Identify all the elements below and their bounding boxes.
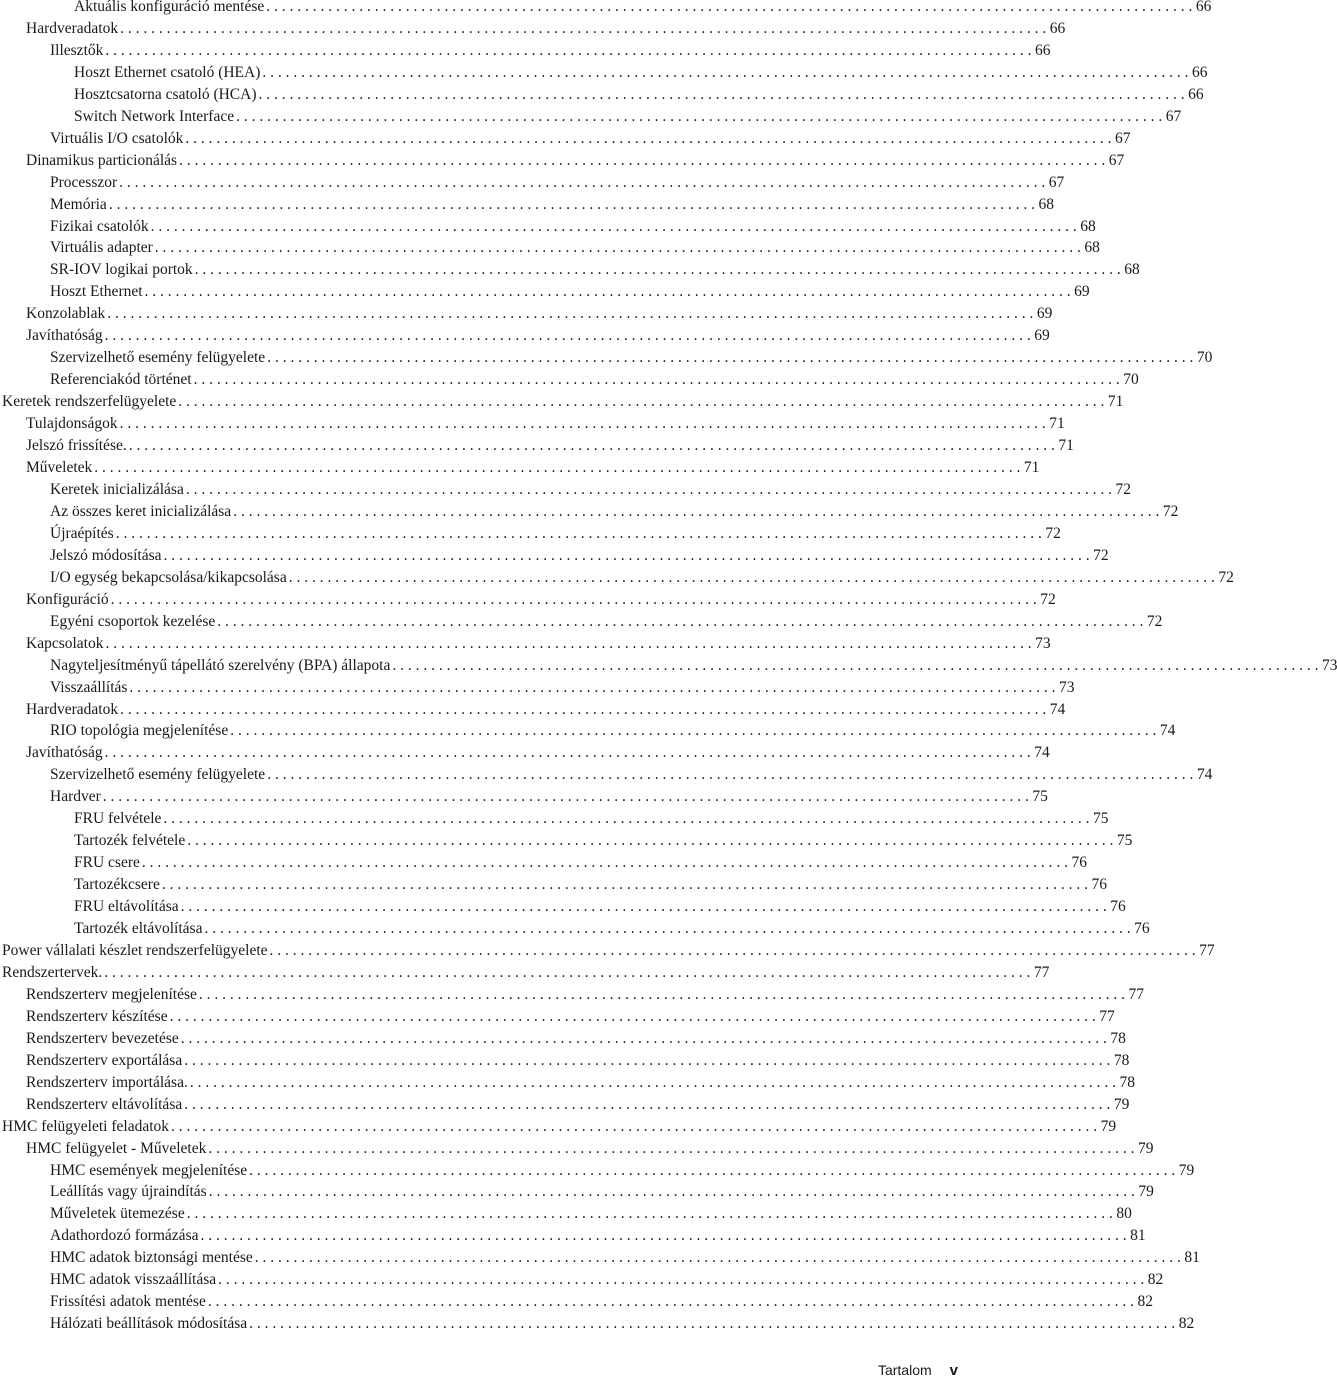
toc-entry-page-number: 73	[1321, 656, 1337, 674]
dot-leader: . . . . . . . . . . . . . . . . . . . . . . . . . . . . . . . . . . . . . . . . . . . . . . . . . . . . . . . . . . . . . . . . . . . . . . . . . . . . . . . . . . . . . . . . . . . . . . . . . . . . . . . . . . . . . . . . . . . . . . . .	[185, 480, 1112, 498]
dot-leader: . . . . . . . . . . . . . . . . . . . . . . . . . . . . . . . . . . . . . . . . . . . . . . . . . . . . . . . . . . . . . . . . . . . . . . . . . . . . . . . . . . . . . . . . . . . . . . . . . . . . . . . . . . . . . . . . . . . . . . . .	[161, 876, 1088, 894]
toc-entry-page-number: 68	[1038, 195, 1054, 213]
dot-leader: . . . . . . . . . . . . . . . . . . . . . . . . . . . . . . . . . . . . . . . . . . . . . . . . . . . . . . . . . . . . . . . . . . . . . . . . . . . . . . . . . . . . . . . . . . . . . . . . . . . . . . . . . . . . . . . . . . . . . . . .	[119, 415, 1046, 433]
toc-entry[interactable]	[0, 896, 1126, 918]
dot-leader: . . . . . . . . . . . . . . . . . . . . . . . . . . . . . . . . . . . . . . . . . . . . . . . . . . . . . . . . . . . . . . . . . . . . . . . . . . . . . . . . . . . . . . . . . . . . . . . . . . . . . . . . . . . . . . . . . . . . . . . .	[171, 1117, 1098, 1135]
dot-leader: . . . . . . . . . . . . . . . . . . . . . . . . . . . . . . . . . . . . . . . . . . . . . . . . . . . . . . . . . . . . . . . . . . . . . . . . . . . . . . . . . . . . . . . . . . . . . . . . . . . . . . . . . . . . . . . . . . . . . . . .	[269, 941, 1196, 959]
toc-entry-page-number: 79	[1178, 1161, 1195, 1179]
toc-entry[interactable]	[0, 1050, 1130, 1072]
toc-entry-title: Műveletek	[26, 459, 93, 477]
toc-entry-title: Javíthatóság	[26, 744, 103, 762]
dot-leader: . . . . . . . . . . . . . . . . . . . . . . . . . . . . . . . . . . . . . . . . . . . . . . . . . . . . . . . . . . . . . . . . . . . . . . . . . . . . . . . . . . . . . . . . . . . . . . . . . . . . . . . . . . . . . . . . . . . . . . . .	[180, 1029, 1107, 1047]
toc-entry-title: Jelszó módosítása	[50, 546, 162, 564]
toc-entry[interactable]	[0, 764, 1213, 786]
toc-entry-page-number: 69	[1034, 327, 1050, 345]
toc-entry[interactable]	[0, 567, 1234, 589]
toc-entry-title: HMC események megjelenítése	[50, 1161, 248, 1179]
toc-entry-title: RIO topológia megjelenítése	[50, 722, 229, 740]
dot-leader: . . . . . . . . . . . . . . . . . . . . . . . . . . . . . . . . . . . . . . . . . . . . . . . . . . . . . . . . . . . . . . . . . . . . . . . . . . . . . . . . . . . . . . . . . . . . . . . . . . . . . . . . . . . . . . . . . . . . . . . .	[104, 327, 1031, 345]
toc-entry-page-number: 68	[1124, 261, 1140, 279]
toc-entry-page-number: 82	[1178, 1315, 1195, 1333]
dot-leader: . . . . . . . . . . . . . . . . . . . . . . . . . . . . . . . . . . . . . . . . . . . . . . . . . . . . . . . . . . . . . . . . . . . . . . . . . . . . . . . . . . . . . . . . . . . . . . . . . . . . . . . . . . . . . . . . . . . . . . . .	[179, 151, 1106, 169]
toc-entry-page-number: 66	[1049, 19, 1066, 37]
toc-entry-title: Keretek inicializálása	[50, 480, 184, 498]
dot-leader: . . . . . . . . . . . . . . . . . . . . . . . . . . . . . . . . . . . . . . . . . . . . . . . . . . . . . . . . . . . . . . . . . . . . . . . . . . . . . . . . . . . . . . . . . . . . . . . . . . . . . . . . . . . . . . . . . . . . . . . .	[120, 700, 1047, 718]
toc-entry-page-number: 67	[1108, 151, 1125, 169]
toc-entry-title: Hardveradatok	[26, 700, 119, 718]
toc-entry[interactable]	[0, 830, 1133, 852]
dot-leader: . . . . . . . . . . . . . . . . . . . . . . . . . . . . . . . . . . . . . . . . . . . . . . . . . . . . . . . . . . . . . . . . . . . . . . . . . . . . . . . . . . . . . . . . . . . . . . . . . . . . . . . . . . . . . . . . . . . . . . . .	[198, 985, 1125, 1003]
toc-entry-page-number: 75	[1116, 832, 1133, 850]
dot-leader: . . . . . . . . . . . . . . . . . . . . . . . . . . . . . . . . . . . . . . . . . . . . . . . . . . . . . . . . . . . . . . . . . . . . . . . . . . . . . . . . . . . . . . . . . . . . . . . . . . . . . . . . . . . . . . . . . . . . . . . .	[163, 810, 1090, 828]
toc-entry-page-number: 67	[1048, 173, 1065, 191]
toc-entry-page-number: 78	[1119, 1073, 1135, 1091]
toc-entry-page-number: 79	[1113, 1095, 1130, 1113]
toc-entry-page-number: 77	[1128, 985, 1144, 1003]
dot-leader: . . . . . . . . . . . . . . . . . . . . . . . . . . . . . . . . . . . . . . . . . . . . . . . . . . . . . . . . . . . . . . . . . . . . . . . . . . . . . . . . . . . . . . . . . . . . . . . . . . . . . . . . . . . . . . . . . . . . . . . .	[267, 349, 1194, 367]
toc-entry[interactable]	[0, 786, 1048, 808]
toc-entry[interactable]	[0, 523, 1061, 545]
dot-leader: . . . . . . . . . . . . . . . . . . . . . . . . . . . . . . . . . . . . . . . . . . . . . . . . . . . . . . . . . . . . . . . . . . . . . . . . . . . . . . . . . . . . . . . . . . . . . . . . . . . . . . . . . . . . . . . . . . . . . . . .	[94, 459, 1021, 477]
dot-leader: . . . . . . . . . . . . . . . . . . . . . . . . . . . . . . . . . . . . . . . . . . . . . . . . . . . . . . . . . . . . . . . . . . . . . . . . . . . . . . . . . . . . . . . . . . . . . . . . . . . . . . . . . . . . . . . . . . . . . . . .	[104, 963, 1031, 981]
toc-entry-page-number: 66	[1195, 0, 1212, 15]
toc-entry-title: Adathordozó formázása	[50, 1227, 199, 1245]
dot-leader: . . . . . . . . . . . . . . . . . . . . . . . . . . . . . . . . . . . . . . . . . . . . . . . . . . . . . . . . . . . . . . . . . . . . . . . . . . . . . . . . . . . . . . . . . . . . . . . . . . . . . . . . . . . . . . . . . . . . . . . .	[119, 173, 1046, 191]
toc-entry-title: Memória	[50, 195, 107, 213]
toc-entry[interactable]	[0, 1225, 1146, 1247]
toc-entry[interactable]	[0, 501, 1179, 523]
toc-entry-page-number: 77	[1099, 1007, 1115, 1025]
toc-entry-title: Frissítési adatok mentése	[50, 1293, 206, 1311]
toc-entry-page-number: 73	[1035, 634, 1051, 652]
toc-entry-title: Tartozék eltávolítása	[74, 920, 203, 938]
dot-leader: . . . . . . . . . . . . . . . . . . . . . . . . . . . . . . . . . . . . . . . . . . . . . . . . . . . . . . . . . . . . . . . . . . . . . . . . . . . . . . . . . . . . . . . . . . . . . . . . . . . . . . . . . . . . . . . . . . . . . . . .	[154, 239, 1081, 257]
toc-entry[interactable]	[0, 40, 1051, 62]
toc-entry-page-number: 74	[1034, 744, 1050, 762]
toc-entry-title: Illesztők	[50, 41, 104, 59]
toc-entry-title: Műveletek ütemezése	[50, 1205, 185, 1223]
dot-leader: . . . . . . . . . . . . . . . . . . . . . . . . . . . . . . . . . . . . . . . . . . . . . . . . . . . . . . . . . . . . . . . . . . . . . . . . . . . . . . . . . . . . . . . . . . . . . . . . . . . . . . . . . . . . . . . . . . . . . . . .	[184, 1051, 1111, 1069]
toc-entry-title: Hardveradatok	[26, 19, 119, 37]
toc-entry-page-number: 72	[1093, 546, 1109, 564]
toc-entry[interactable]	[0, 413, 1065, 435]
footer-page-number: v	[949, 1362, 958, 1379]
toc-entry[interactable]	[0, 545, 1109, 567]
toc-entry-page-number: 79	[1137, 1139, 1154, 1157]
toc-entry[interactable]	[0, 611, 1163, 633]
toc-entry-title: Processzor	[50, 173, 118, 191]
toc-entry-title: Virtuális adapter	[50, 239, 153, 257]
toc-entry-page-number: 66	[1035, 41, 1051, 59]
toc-entry-title: Rendszertervek.	[2, 963, 103, 981]
toc-entry-page-number: 76	[1134, 920, 1150, 938]
dot-leader: . . . . . . . . . . . . . . . . . . . . . . . . . . . . . . . . . . . . . . . . . . . . . . . . . . . . . . . . . . . . . . . . . . . . . . . . . . . . . . . . . . . . . . . . . . . . . . . . . . . . . . . . . . . . . . . . . . . . . . . .	[163, 546, 1090, 564]
toc-entry-title: Rendszerterv exportálása	[26, 1051, 183, 1069]
toc-entry-title: Rendszerterv eltávolítása	[26, 1095, 183, 1113]
toc-entry-page-number: 69	[1036, 305, 1053, 323]
toc-entry-title: Szervizelhető esemény felügyelete	[50, 766, 266, 784]
toc-entry[interactable]	[0, 150, 1125, 172]
toc-entry-title: FRU felvétele	[74, 810, 162, 828]
toc-entry-page-number: 71	[1049, 415, 1065, 433]
toc-entry[interactable]	[0, 1094, 1130, 1116]
toc-entry-page-number: 78	[1110, 1029, 1126, 1047]
toc-entry[interactable]	[0, 1247, 1200, 1269]
toc-entry-page-number: 71	[1107, 393, 1124, 411]
dot-leader: . . . . . . . . . . . . . . . . . . . . . . . . . . . . . . . . . . . . . . . . . . . . . . . . . . . . . . . . . . . . . . . . . . . . . . . . . . . . . . . . . . . . . . . . . . . . . . . . . . . . . . . . . . . . . . . . . . . . . . . .	[262, 63, 1189, 81]
toc-entry-title: Újraépítés	[50, 524, 114, 542]
dot-leader: . . . . . . . . . . . . . . . . . . . . . . . . . . . . . . . . . . . . . . . . . . . . . . . . . . . . . . . . . . . . . . . . . . . . . . . . . . . . . . . . . . . . . . . . . . . . . . . . . . . . . . . . . . . . . . . . . . . . . . . .	[184, 1095, 1111, 1113]
toc-entry-title: Egyéni csoportok kezelése	[50, 612, 216, 630]
toc-entry-page-number: 68	[1080, 217, 1096, 235]
toc-entry[interactable]	[0, 1072, 1135, 1094]
dot-leader: . . . . . . . . . . . . . . . . . . . . . . . . . . . . . . . . . . . . . . . . . . . . . . . . . . . . . . . . . . . . . . . . . . . . . . . . . . . . . . . . . . . . . . . . . . . . . . . . . . . . . . . . . . . . . . . . . . . . . . . .	[258, 85, 1185, 103]
dot-leader: . . . . . . . . . . . . . . . . . . . . . . . . . . . . . . . . . . . . . . . . . . . . . . . . . . . . . . . . . . . . . . . . . . . . . . . . . . . . . . . . . . . . . . . . . . . . . . . . . . . . . . . . . . . . . . . . . . . . . . . .	[288, 568, 1215, 586]
dot-leader: . . . . . . . . . . . . . . . . . . . . . . . . . . . . . . . . . . . . . . . . . . . . . . . . . . . . . . . . . . . . . . . . . . . . . . . . . . . . . . . . . . . . . . . . . . . . . . . . . . . . . . . . . . . . . . . . . . . . . . . .	[105, 41, 1032, 59]
toc-entry-page-number: 76	[1110, 898, 1126, 916]
footer-section-label: Tartalom	[877, 1362, 932, 1378]
dot-leader: . . . . . . . . . . . . . . . . . . . . . . . . . . . . . . . . . . . . . . . . . . . . . . . . . . . . . . . . . . . . . . . . . . . . . . . . . . . . . . . . . . . . . . . . . . . . . . . . . . . . . . . . . . . . . . . . . . . . . . . .	[187, 832, 1114, 850]
toc-entry-page-number: 72	[1218, 568, 1234, 586]
toc-entry-page-number: 72	[1040, 590, 1056, 608]
dot-leader: . . . . . . . . . . . . . . . . . . . . . . . . . . . . . . . . . . . . . . . . . . . . . . . . . . . . . . . . . . . . . . . . . . . . . . . . . . . . . . . . . . . . . . . . . . . . . . . . . . . . . . . . . . . . . . . . . . . . . . . .	[267, 766, 1194, 784]
toc-entry-title: Jelszó frissítése.	[26, 437, 127, 455]
toc-entry-title: Javíthatóság	[26, 327, 103, 345]
toc-entry-title: Hoszt Ethernet	[50, 283, 143, 301]
toc-entry-page-number: 69	[1074, 283, 1090, 301]
toc-entry-page-number: 82	[1137, 1293, 1153, 1311]
toc-entry[interactable]	[0, 1116, 1117, 1138]
toc-entry-title: Az összes keret inicializálása	[50, 502, 232, 520]
toc-entry-page-number: 72	[1045, 524, 1061, 542]
page-footer	[878, 1362, 958, 1379]
toc-entry-page-number: 68	[1084, 239, 1100, 257]
dot-leader: . . . . . . . . . . . . . . . . . . . . . . . . . . . . . . . . . . . . . . . . . . . . . . . . . . . . . . . . . . . . . . . . . . . . . . . . . . . . . . . . . . . . . . . . . . . . . . . . . . . . . . . . . . . . . . . . . . . . . . . .	[169, 1007, 1096, 1025]
toc-entry[interactable]	[0, 1006, 1115, 1028]
toc-entry[interactable]	[0, 194, 1054, 216]
toc-entry[interactable]	[0, 940, 1215, 962]
toc-entry-title: Nagyteljesítményű tápellátó szerelvény (BPA) állapota	[50, 656, 391, 674]
toc-entry[interactable]	[0, 237, 1100, 259]
toc-entry-title: I/O egység bekapcsolása/kikapcsolása	[50, 568, 287, 586]
toc-entry[interactable]	[0, 1203, 1132, 1225]
toc-entry[interactable]	[0, 589, 1056, 611]
toc-entry[interactable]	[0, 106, 1182, 128]
toc-entry-title: Tartozékcsere	[74, 876, 160, 894]
toc-entry-title: Power vállalati készlet rendszerfelügyelete	[2, 941, 268, 959]
dot-leader: . . . . . . . . . . . . . . . . . . . . . . . . . . . . . . . . . . . . . . . . . . . . . . . . . . . . . . . . . . . . . . . . . . . . . . . . . . . . . . . . . . . . . . . . . . . . . . . . . . . . . . . . . . . . . . . . . . . . . . . .	[236, 107, 1163, 125]
dot-leader: . . . . . . . . . . . . . . . . . . . . . . . . . . . . . . . . . . . . . . . . . . . . . . . . . . . . . . . . . . . . . . . . . . . . . . . . . . . . . . . . . . . . . . . . . . . . . . . . . . . . . . . . . . . . . . . . . . . . . . . .	[115, 524, 1042, 542]
toc-entry[interactable]	[0, 852, 1087, 874]
toc-entry-title: FRU csere	[74, 854, 140, 872]
toc-entry-page-number: 82	[1147, 1271, 1164, 1289]
toc-entry-title: Konfiguráció	[26, 590, 109, 608]
toc-entry-title: Hálózati beállítások módosítása	[50, 1315, 248, 1333]
toc-entry-title: SR-IOV logikai portok	[50, 261, 193, 279]
toc-entry-page-number: 80	[1116, 1205, 1132, 1223]
toc-entry-page-number: 70	[1123, 371, 1139, 389]
dot-leader: . . . . . . . . . . . . . . . . . . . . . . . . . . . . . . . . . . . . . . . . . . . . . . . . . . . . . . . . . . . . . . . . . . . . . . . . . . . . . . . . . . . . . . . . . . . . . . . . . . . . . . . . . . . . . . . . . . . . . . . .	[208, 1183, 1135, 1201]
toc-entry-page-number: 72	[1146, 612, 1163, 630]
toc-entry[interactable]	[0, 677, 1075, 699]
toc-entry-title: Fizikai csatolók	[50, 217, 149, 235]
toc-entry-page-number: 76	[1071, 854, 1087, 872]
dot-leader: . . . . . . . . . . . . . . . . . . . . . . . . . . . . . . . . . . . . . . . . . . . . . . . . . . . . . . . . . . . . . . . . . . . . . . . . . . . . . . . . . . . . . . . . . . . . . . . . . . . . . . . . . . . . . . . . . . . . . . . .	[200, 1227, 1127, 1245]
dot-leader: . . . . . . . . . . . . . . . . . . . . . . . . . . . . . . . . . . . . . . . . . . . . . . . . . . . . . . . . . . . . . . . . . . . . . . . . . . . . . . . . . . . . . . . . . . . . . . . . . . . . . . . . . . . . . . . . . . . . . . . .	[120, 19, 1047, 37]
toc-entry-title: HMC felügyelet - Műveletek	[26, 1139, 207, 1157]
dot-leader: . . . . . . . . . . . . . . . . . . . . . . . . . . . . . . . . . . . . . . . . . . . . . . . . . . . . . . . . . . . . . . . . . . . . . . . . . . . . . . . . . . . . . . . . . . . . . . . . . . . . . . . . . . . . . . . . . . . . . . . .	[230, 722, 1157, 740]
toc-entry[interactable]	[0, 962, 1050, 984]
toc-entry[interactable]	[0, 128, 1131, 150]
toc-entry-page-number: 72	[1162, 502, 1179, 520]
dot-leader: . . . . . . . . . . . . . . . . . . . . . . . . . . . . . . . . . . . . . . . . . . . . . . . . . . . . . . . . . . . . . . . . . . . . . . . . . . . . . . . . . . . . . . . . . . . . . . . . . . . . . . . . . . . . . . . . . . . . . . . .	[107, 305, 1034, 323]
toc-entry-page-number: 81	[1130, 1227, 1146, 1245]
toc-entry-title: HMC adatok biztonsági mentése	[50, 1249, 253, 1267]
toc-entry[interactable]	[0, 435, 1074, 457]
dot-leader: . . . . . . . . . . . . . . . . . . . . . . . . . . . . . . . . . . . . . . . . . . . . . . . . . . . . . . . . . . . . . . . . . . . . . . . . . . . . . . . . . . . . . . . . . . . . . . . . . . . . . . . . . . . . . . . . . . . . . . . .	[108, 195, 1035, 213]
dot-leader: . . . . . . . . . . . . . . . . . . . . . . . . . . . . . . . . . . . . . . . . . . . . . . . . . . . . . . . . . . . . . . . . . . . . . . . . . . . . . . . . . . . . . . . . . . . . . . . . . . . . . . . . . . . . . . . . . . . . . . . .	[128, 437, 1055, 455]
toc-entry-title: Virtuális I/O csatolók	[50, 129, 184, 147]
toc-entry-title: FRU eltávolítása	[74, 898, 179, 916]
dot-leader: . . . . . . . . . . . . . . . . . . . . . . . . . . . . . . . . . . . . . . . . . . . . . . . . . . . . . . . . . . . . . . . . . . . . . . . . . . . . . . . . . . . . . . . . . . . . . . . . . . . . . . . . . . . . . . . . . . . . . . . .	[150, 217, 1077, 235]
dot-leader: . . . . . . . . . . . . . . . . . . . . . . . . . . . . . . . . . . . . . . . . . . . . . . . . . . . . . . . . . . . . . . . . . . . . . . . . . . . . . . . . . . . . . . . . . . . . . . . . . . . . . . . . . . . . . . . . . . . . . . . .	[204, 920, 1131, 938]
toc-entry-page-number: 81	[1184, 1249, 1200, 1267]
toc-entry-title: Tulajdonságok	[26, 415, 118, 433]
toc-entry-page-number: 78	[1113, 1051, 1130, 1069]
dot-leader: . . . . . . . . . . . . . . . . . . . . . . . . . . . . . . . . . . . . . . . . . . . . . . . . . . . . . . . . . . . . . . . . . . . . . . . . . . . . . . . . . . . . . . . . . . . . . . . . . . . . . . . . . . . . . . . . . . . . . . . .	[193, 371, 1120, 389]
dot-leader: . . . . . . . . . . . . . . . . . . . . . . . . . . . . . . . . . . . . . . . . . . . . . . . . . . . . . . . . . . . . . . . . . . . . . . . . . . . . . . . . . . . . . . . . . . . . . . . . . . . . . . . . . . . . . . . . . . . . . . . .	[178, 393, 1105, 411]
toc-entry-page-number: 74	[1049, 700, 1066, 718]
toc-entry-page-number: 67	[1165, 107, 1182, 125]
toc-entry-page-number: 74	[1196, 766, 1213, 784]
toc-entry[interactable]	[0, 655, 1337, 677]
toc-entry-title: Konzolablak	[26, 305, 106, 323]
toc-entry[interactable]	[0, 1269, 1164, 1291]
toc-entry-page-number: 77	[1199, 941, 1215, 959]
toc-entry-page-number: 66	[1188, 85, 1204, 103]
dot-leader: . . . . . . . . . . . . . . . . . . . . . . . . . . . . . . . . . . . . . . . . . . . . . . . . . . . . . . . . . . . . . . . . . . . . . . . . . . . . . . . . . . . . . . . . . . . . . . . . . . . . . . . . . . . . . . . . . . . . . . . .	[185, 129, 1112, 147]
toc-entry[interactable]	[0, 325, 1050, 347]
toc-entry[interactable]	[0, 259, 1140, 281]
dot-leader: . . . . . . . . . . . . . . . . . . . . . . . . . . . . . . . . . . . . . . . . . . . . . . . . . . . . . . . . . . . . . . . . . . . . . . . . . . . . . . . . . . . . . . . . . . . . . . . . . . . . . . . . . . . . . . . . . . . . . . . .	[233, 502, 1160, 520]
toc-entry[interactable]	[0, 391, 1124, 413]
dot-leader: . . . . . . . . . . . . . . . . . . . . . . . . . . . . . . . . . . . . . . . . . . . . . . . . . . . . . . . . . . . . . . . . . . . . . . . . . . . . . . . . . . . . . . . . . . . . . . . . . . . . . . . . . . . . . . . . . . . . . . . .	[392, 656, 1319, 674]
toc-entry-page-number: 71	[1023, 459, 1040, 477]
toc-entry[interactable]	[0, 216, 1096, 238]
toc-entry[interactable]	[0, 281, 1090, 303]
toc-entry-page-number: 79	[1138, 1183, 1154, 1201]
toc-entry[interactable]	[0, 742, 1050, 764]
toc-entry-page-number: 75	[1093, 810, 1109, 828]
toc-entry-title: Rendszerterv importálása.	[26, 1073, 188, 1091]
toc-entry[interactable]	[0, 633, 1051, 655]
toc-entry-page-number: 79	[1100, 1117, 1117, 1135]
dot-leader: . . . . . . . . . . . . . . . . . . . . . . . . . . . . . . . . . . . . . . . . . . . . . . . . . . . . . . . . . . . . . . . . . . . . . . . . . . . . . . . . . . . . . . . . . . . . . . . . . . . . . . . . . . . . . . . . . . . . . . . .	[208, 1139, 1135, 1157]
dot-leader: . . . . . . . . . . . . . . . . . . . . . . . . . . . . . . . . . . . . . . . . . . . . . . . . . . . . . . . . . . . . . . . . . . . . . . . . . . . . . . . . . . . . . . . . . . . . . . . . . . . . . . . . . . . . . . . . . . . . . . . .	[104, 744, 1031, 762]
toc-entry[interactable]	[0, 303, 1053, 325]
dot-leader: . . . . . . . . . . . . . . . . . . . . . . . . . . . . . . . . . . . . . . . . . . . . . . . . . . . . . . . . . . . . . . . . . . . . . . . . . . . . . . . . . . . . . . . . . . . . . . . . . . . . . . . . . . . . . . . . . . . . . . . .	[254, 1249, 1181, 1267]
toc-entry[interactable]	[0, 84, 1204, 106]
dot-leader: . . . . . . . . . . . . . . . . . . . . . . . . . . . . . . . . . . . . . . . . . . . . . . . . . . . . . . . . . . . . . . . . . . . . . . . . . . . . . . . . . . . . . . . . . . . . . . . . . . . . . . . . . . . . . . . . . . . . . . . .	[110, 590, 1037, 608]
toc-entry[interactable]	[0, 62, 1208, 84]
toc-entry-title: Hoszt Ethernet csatoló (HEA)	[74, 63, 261, 81]
toc-entry-page-number: 67	[1115, 129, 1131, 147]
dot-leader: . . . . . . . . . . . . . . . . . . . . . . . . . . . . . . . . . . . . . . . . . . . . . . . . . . . . . . . . . . . . . . . . . . . . . . . . . . . . . . . . . . . . . . . . . . . . . . . . . . . . . . . . . . . . . . . . . . . . . . . .	[129, 678, 1056, 696]
toc-entry-page-number: 75	[1032, 788, 1048, 806]
toc-entry-page-number: 74	[1159, 722, 1176, 740]
toc-entry-page-number: 66	[1192, 63, 1208, 81]
toc-entry-page-number: 70	[1196, 349, 1213, 367]
toc-entry[interactable]	[0, 699, 1066, 721]
toc-entry[interactable]	[0, 1291, 1153, 1313]
toc-entry-title: Keretek rendszerfelügyelete	[2, 393, 177, 411]
toc-entry-page-number: 73	[1059, 678, 1075, 696]
dot-leader: . . . . . . . . . . . . . . . . . . . . . . . . . . . . . . . . . . . . . . . . . . . . . . . . . . . . . . . . . . . . . . . . . . . . . . . . . . . . . . . . . . . . . . . . . . . . . . . . . . . . . . . . . . . . . . . . . . . . . . . .	[217, 612, 1144, 630]
toc-entry[interactable]	[0, 0, 1212, 18]
toc-entry-page-number: 72	[1115, 480, 1131, 498]
toc-entry-page-number: 71	[1058, 437, 1074, 455]
dot-leader: . . . . . . . . . . . . . . . . . . . . . . . . . . . . . . . . . . . . . . . . . . . . . . . . . . . . . . . . . . . . . . . . . . . . . . . . . . . . . . . . . . . . . . . . . . . . . . . . . . . . . . . . . . . . . . . . . . . . . . . .	[189, 1073, 1116, 1091]
dot-leader: . . . . . . . . . . . . . . . . . . . . . . . . . . . . . . . . . . . . . . . . . . . . . . . . . . . . . . . . . . . . . . . . . . . . . . . . . . . . . . . . . . . . . . . . . . . . . . . . . . . . . . . . . . . . . . . . . . . . . . . .	[249, 1161, 1176, 1179]
toc-entry-title: Switch Network Interface	[74, 107, 235, 125]
dot-leader: . . . . . . . . . . . . . . . . . . . . . . . . . . . . . . . . . . . . . . . . . . . . . . . . . . . . . . . . . . . . . . . . . . . . . . . . . . . . . . . . . . . . . . . . . . . . . . . . . . . . . . . . . . . . . . . . . . . . . . . .	[186, 1205, 1113, 1223]
dot-leader: . . . . . . . . . . . . . . . . . . . . . . . . . . . . . . . . . . . . . . . . . . . . . . . . . . . . . . . . . . . . . . . . . . . . . . . . . . . . . . . . . . . . . . . . . . . . . . . . . . . . . . . . . . . . . . . . . . . . . . . .	[141, 854, 1068, 872]
dot-leader: . . . . . . . . . . . . . . . . . . . . . . . . . . . . . . . . . . . . . . . . . . . . . . . . . . . . . . . . . . . . . . . . . . . . . . . . . . . . . . . . . . . . . . . . . . . . . . . . . . . . . . . . . . . . . . . . . . . . . . . .	[105, 634, 1032, 652]
toc-entry[interactable]	[0, 874, 1107, 896]
dot-leader: . . . . . . . . . . . . . . . . . . . . . . . . . . . . . . . . . . . . . . . . . . . . . . . . . . . . . . . . . . . . . . . . . . . . . . . . . . . . . . . . . . . . . . . . . . . . . . . . . . . . . . . . . . . . . . . . . . . . . . . .	[144, 283, 1071, 301]
toc-entry[interactable]	[0, 720, 1176, 742]
dot-leader: . . . . . . . . . . . . . . . . . . . . . . . . . . . . . . . . . . . . . . . . . . . . . . . . . . . . . . . . . . . . . . . . . . . . . . . . . . . . . . . . . . . . . . . . . . . . . . . . . . . . . . . . . . . . . . . . . . . . . . . .	[266, 0, 1193, 15]
toc-entry-title: Kapcsolatok	[26, 634, 104, 652]
toc-entry-title: Aktuális konfiguráció mentése	[74, 0, 265, 15]
toc-entry[interactable]	[0, 347, 1213, 369]
toc-entry-title: Referenciakód történet	[50, 371, 192, 389]
toc-entry[interactable]	[0, 172, 1065, 194]
toc-entry-page-number: 76	[1091, 876, 1107, 894]
toc-entry[interactable]	[0, 1028, 1126, 1050]
toc-entry[interactable]	[0, 984, 1144, 1006]
toc-entry-title: HMC adatok visszaállítása	[50, 1271, 217, 1289]
toc-entry[interactable]	[0, 918, 1150, 940]
toc-entry-title: Leállítás vagy újraindítás	[50, 1183, 207, 1201]
toc-entry[interactable]	[0, 1181, 1154, 1203]
dot-leader: . . . . . . . . . . . . . . . . . . . . . . . . . . . . . . . . . . . . . . . . . . . . . . . . . . . . . . . . . . . . . . . . . . . . . . . . . . . . . . . . . . . . . . . . . . . . . . . . . . . . . . . . . . . . . . . . . . . . . . . .	[207, 1293, 1134, 1311]
dot-leader: . . . . . . . . . . . . . . . . . . . . . . . . . . . . . . . . . . . . . . . . . . . . . . . . . . . . . . . . . . . . . . . . . . . . . . . . . . . . . . . . . . . . . . . . . . . . . . . . . . . . . . . . . . . . . . . . . . . . . . . .	[249, 1315, 1176, 1333]
toc-entry-title: Hosztcsatorna csatoló (HCA)	[74, 85, 257, 103]
toc-entry-title: Visszaállítás	[50, 678, 128, 696]
toc-entry[interactable]	[0, 1313, 1195, 1335]
toc-entry-page-number: 77	[1033, 963, 1050, 981]
dot-leader: . . . . . . . . . . . . . . . . . . . . . . . . . . . . . . . . . . . . . . . . . . . . . . . . . . . . . . . . . . . . . . . . . . . . . . . . . . . . . . . . . . . . . . . . . . . . . . . . . . . . . . . . . . . . . . . . . . . . . . . .	[102, 788, 1029, 806]
toc-entry-title: Rendszerterv bevezetése	[26, 1029, 179, 1047]
toc-entry-title: Dinamikus particionálás	[26, 151, 178, 169]
toc-entry[interactable]	[0, 457, 1040, 479]
dot-leader: . . . . . . . . . . . . . . . . . . . . . . . . . . . . . . . . . . . . . . . . . . . . . . . . . . . . . . . . . . . . . . . . . . . . . . . . . . . . . . . . . . . . . . . . . . . . . . . . . . . . . . . . . . . . . . . . . . . . . . . .	[218, 1271, 1145, 1289]
dot-leader: . . . . . . . . . . . . . . . . . . . . . . . . . . . . . . . . . . . . . . . . . . . . . . . . . . . . . . . . . . . . . . . . . . . . . . . . . . . . . . . . . . . . . . . . . . . . . . . . . . . . . . . . . . . . . . . . . . . . . . . .	[180, 898, 1107, 916]
toc-entry[interactable]	[0, 1160, 1195, 1182]
toc-entry[interactable]	[0, 369, 1139, 391]
toc-entry[interactable]	[0, 1138, 1154, 1160]
toc-entry[interactable]	[0, 808, 1109, 830]
toc-entry-title: HMC felügyeleti feladatok	[2, 1117, 170, 1135]
dot-leader: . . . . . . . . . . . . . . . . . . . . . . . . . . . . . . . . . . . . . . . . . . . . . . . . . . . . . . . . . . . . . . . . . . . . . . . . . . . . . . . . . . . . . . . . . . . . . . . . . . . . . . . . . . . . . . . . . . . . . . . .	[194, 261, 1121, 279]
toc-entry-title: Rendszerterv megjelenítése	[26, 985, 197, 1003]
toc-entry-title: Tartozék felvétele	[74, 832, 186, 850]
toc-entry-title: Hardver	[50, 788, 101, 806]
toc-entry[interactable]	[0, 479, 1131, 501]
toc-entry-title: Szervizelhető esemény felügyelete	[50, 349, 266, 367]
toc-entry[interactable]	[0, 18, 1066, 40]
toc-entry-title: Rendszerterv készítése	[26, 1007, 168, 1025]
